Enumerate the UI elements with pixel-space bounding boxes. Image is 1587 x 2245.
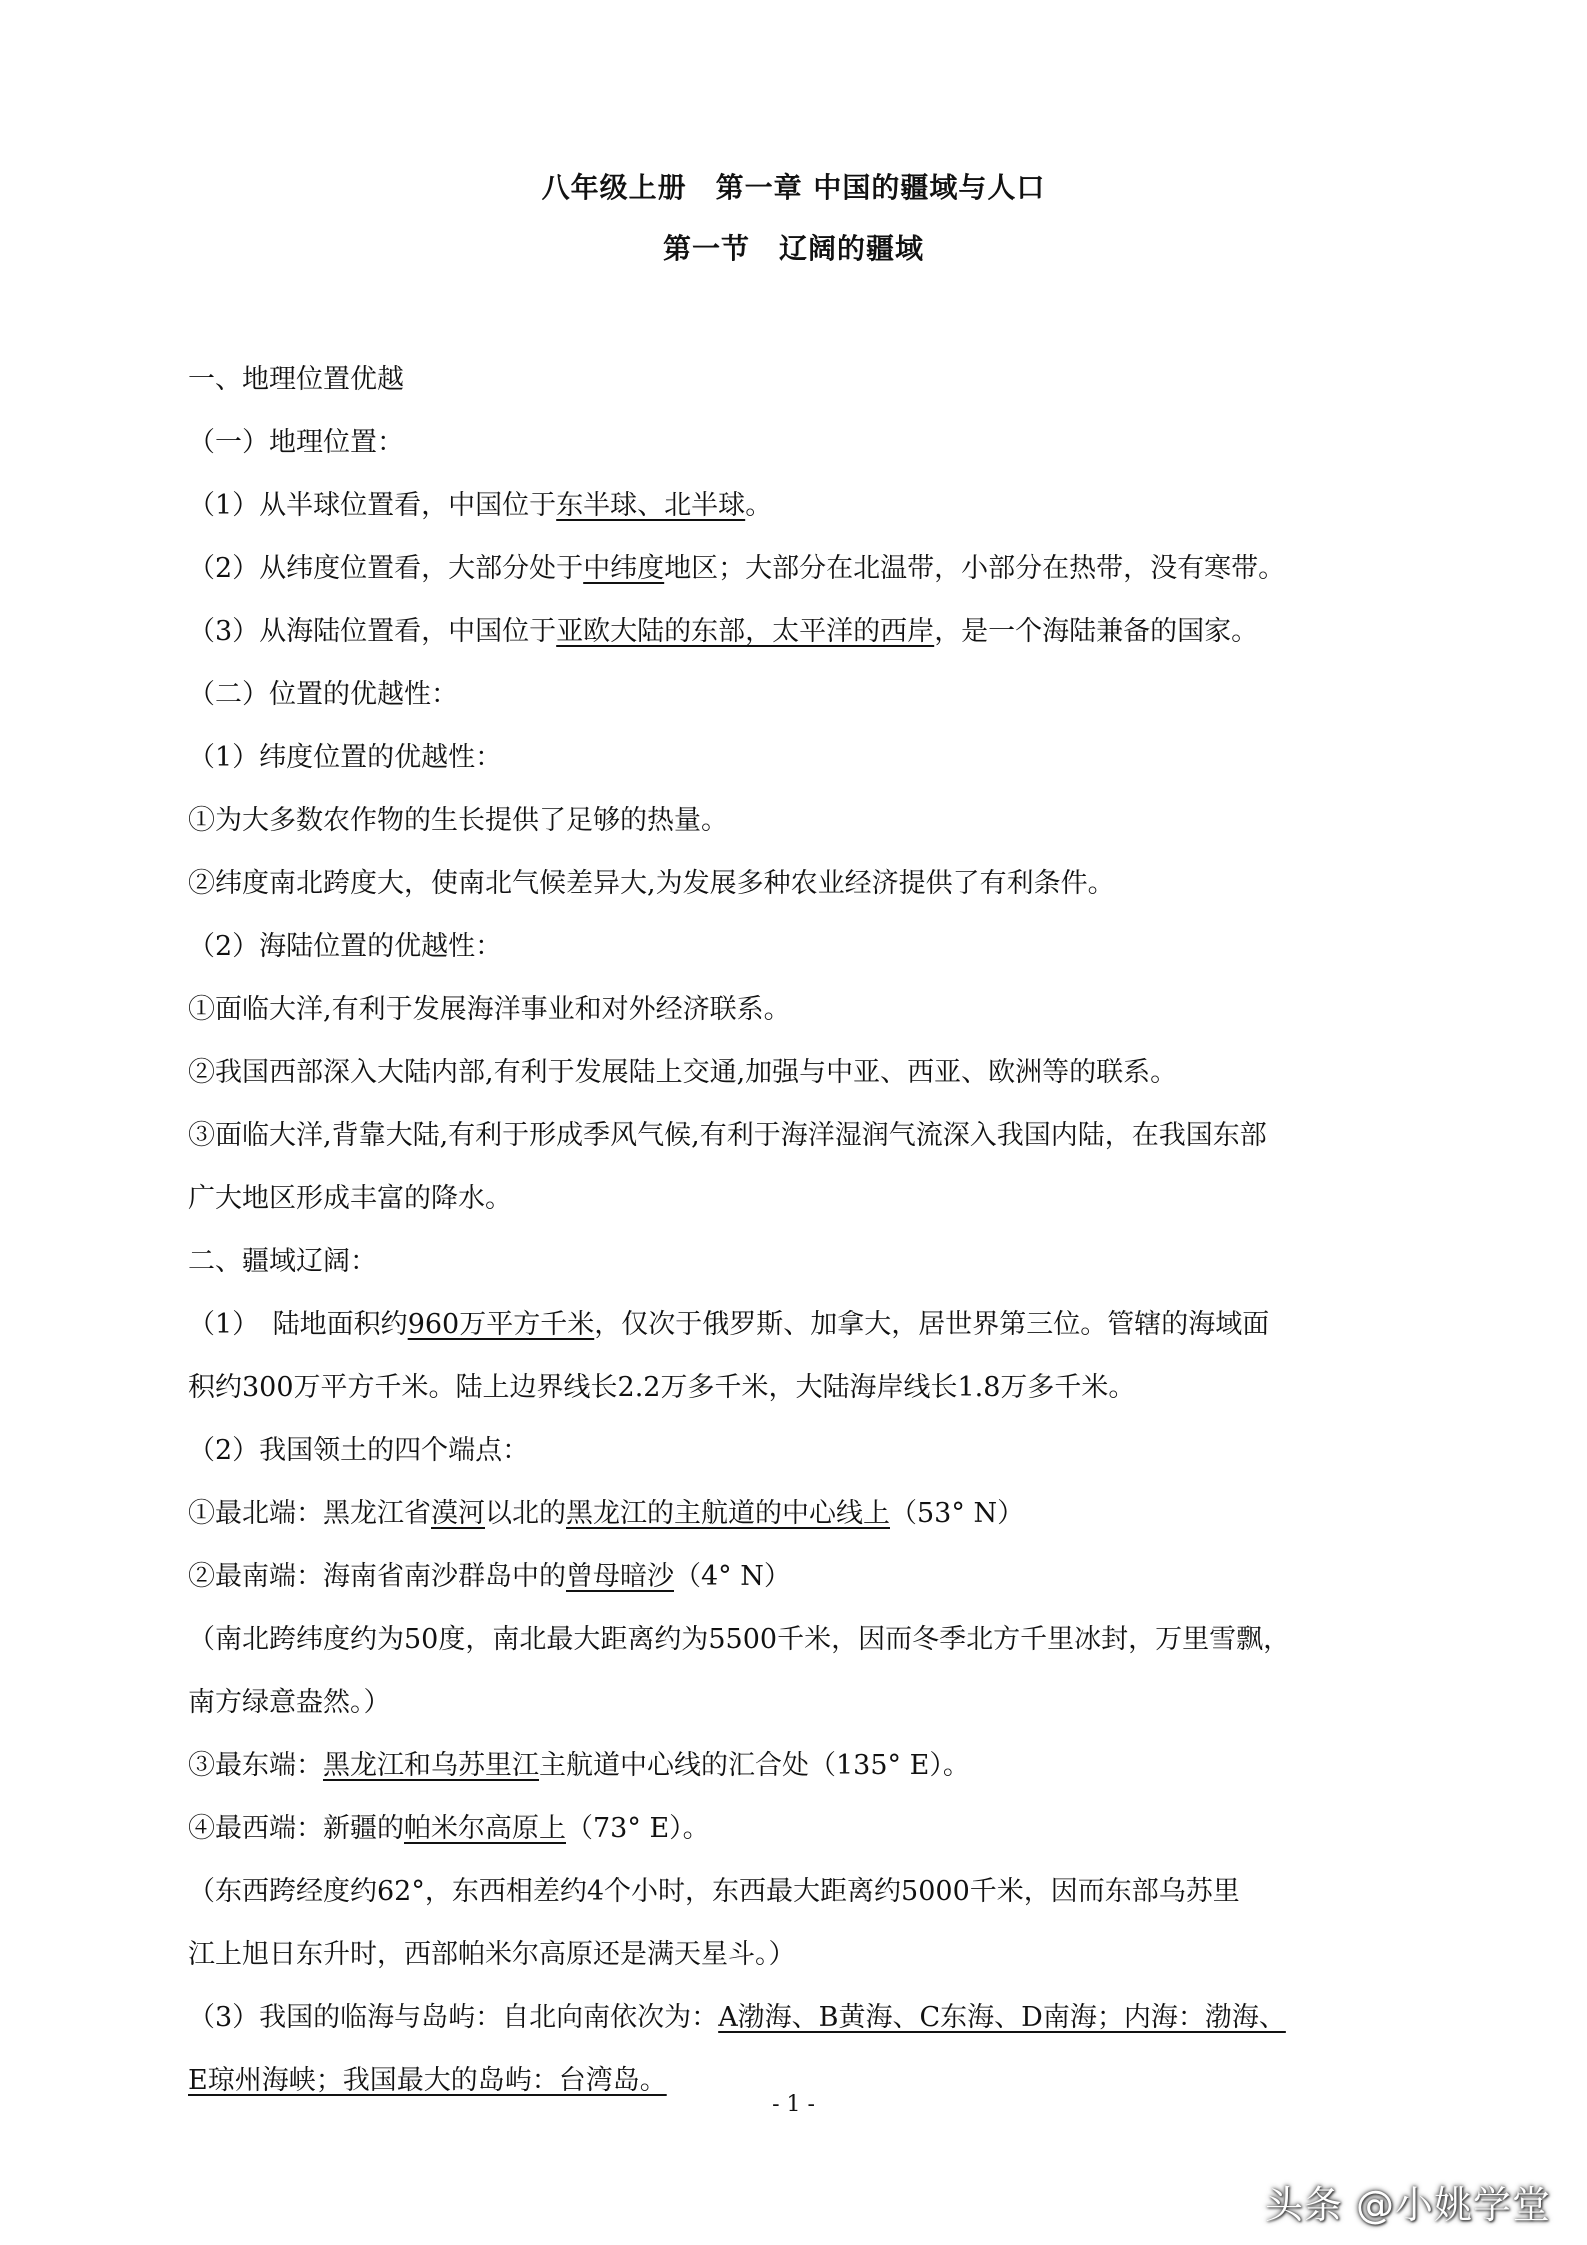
- text-line: [188, 1419, 1478, 1482]
- text-line: [188, 1230, 1478, 1293]
- text-segment: （2）海陆位置的优越性：: [188, 931, 503, 962]
- text-segment: 二、疆域辽阔：: [188, 1246, 377, 1277]
- underlined-answer: 960万平方千米: [407, 1309, 595, 1340]
- text-segment: 。: [745, 490, 773, 521]
- underlined-answer: 帕米尔高原上: [404, 1813, 566, 1844]
- text-segment: ②最南端：海南省南沙群岛中的: [188, 1561, 566, 1592]
- text-line: [188, 537, 1478, 600]
- text-line: [188, 1167, 1478, 1230]
- text-segment: 地区；大部分在北温带，小部分在热带，没有寒带。: [664, 553, 1286, 584]
- text-segment: ③面临大洋,背靠大陆,有利于形成季风气候,有利于海洋湿润气流深入我国内陆，在我国东部: [188, 1120, 1267, 1151]
- text-segment: （73° E）。: [566, 1813, 710, 1844]
- text-segment: ②纬度南北跨度大，使南北气候差异大,为发展多种农业经济提供了有利条件。: [188, 868, 1115, 899]
- text-segment: ，仅次于俄罗斯、加拿大，居世界第三位。管辖的海域面: [594, 1309, 1270, 1340]
- text-segment: （3）我国的临海与岛屿：自北向南依次为：: [188, 2002, 719, 2033]
- text-line: [188, 600, 1478, 663]
- text-line: [188, 1734, 1478, 1797]
- text-line: [188, 1104, 1478, 1167]
- text-line: [188, 1986, 1478, 2049]
- text-segment: （4° N）: [674, 1561, 791, 1592]
- text-line: [188, 1671, 1478, 1734]
- text-line: [188, 411, 1478, 474]
- text-segment: （1） 陆地面积约: [188, 1309, 408, 1340]
- text-segment: （53° N）: [890, 1498, 1025, 1529]
- text-segment: （二）位置的优越性：: [188, 679, 458, 710]
- text-segment: ②我国西部深入大陆内部,有利于发展陆上交通,加强与中亚、西亚、欧洲等的联系。: [188, 1057, 1178, 1088]
- text-segment: （2）从纬度位置看，大部分处于: [188, 553, 584, 584]
- text-segment: （一）地理位置：: [188, 427, 404, 458]
- text-line: [188, 852, 1478, 915]
- text-line: [188, 474, 1478, 537]
- underlined-answer: 曾母暗沙: [566, 1561, 674, 1592]
- text-segment: （3）从海陆位置看，中国位于: [188, 616, 557, 647]
- underlined-answer: 漠河: [431, 1498, 485, 1529]
- underlined-answer: A渤海、B黄海、C东海、D南海；内海：渤海、: [718, 2002, 1286, 2033]
- section-title: 第一节 辽阔的疆域: [662, 232, 924, 265]
- text-segment: （东西跨经度约62°，东西相差约4个小时，东西最大距离约5000千米，因而东部乌苏里: [188, 1876, 1240, 1907]
- underlined-answer: 黑龙江和乌苏里江: [323, 1750, 539, 1781]
- text-line: [188, 663, 1478, 726]
- text-segment: （1）从半球位置看，中国位于: [188, 490, 557, 521]
- text-segment: 江上旭日东升时，西部帕米尔高原还是满天星斗。）: [188, 1939, 796, 1970]
- text-line: [188, 978, 1478, 1041]
- text-segment: （南北跨纬度约为50度，南北最大距离约为5500千米，因而冬季北方千里冰封，万里雪飘，: [188, 1624, 1291, 1655]
- text-segment: ①面临大洋,有利于发展海洋事业和对外经济联系。: [188, 994, 791, 1025]
- text-segment: （2）我国领土的四个端点：: [188, 1435, 530, 1466]
- underlined-answer: 东半球、北半球: [556, 490, 746, 521]
- underlined-answer: 黑龙江的主航道的中心线上: [566, 1498, 890, 1529]
- text-line: [188, 915, 1478, 978]
- text-line: [188, 1860, 1478, 1923]
- watermark: 头条 @小姚学堂: [1264, 2183, 1551, 2227]
- text-line: [188, 789, 1478, 852]
- text-segment: 积约300万平方千米。陆上边界线长2.2万多千米，大陆海岸线长1.8万多千米。: [188, 1372, 1136, 1403]
- text-segment: 以北的: [485, 1498, 566, 1529]
- page-number: - 1 -: [772, 2092, 815, 2117]
- text-segment: 一、地理位置优越: [188, 364, 404, 395]
- text-line: [188, 1356, 1478, 1419]
- text-line: [188, 1041, 1478, 1104]
- text-segment: ③最东端：: [188, 1750, 323, 1781]
- underlined-answer: 亚欧大陆的东部，太平洋的西岸: [556, 616, 935, 647]
- text-segment: 南方绿意盎然。）: [188, 1687, 391, 1718]
- document-body: [188, 348, 1478, 2112]
- underlined-answer: E琼州海峡；我国最大的岛屿：台湾岛。: [188, 2065, 667, 2096]
- text-line: [188, 1923, 1478, 1986]
- text-line: [188, 726, 1478, 789]
- text-segment: （1）纬度位置的优越性：: [188, 742, 503, 773]
- text-segment: 广大地区形成丰富的降水。: [188, 1183, 512, 1214]
- text-line: [188, 1797, 1478, 1860]
- underlined-answer: 中纬度: [583, 553, 665, 584]
- text-line: [188, 348, 1478, 411]
- text-line: [188, 1293, 1478, 1356]
- text-segment: ①最北端：黑龙江省: [188, 1498, 431, 1529]
- text-segment: ，是一个海陆兼备的国家。: [934, 616, 1259, 647]
- document-title: 八年级上册 第一章 中国的疆域与人口: [541, 171, 1046, 204]
- text-segment: 主航道中心线的汇合处（135° E）。: [539, 1750, 970, 1781]
- text-segment: ①为大多数农作物的生长提供了足够的热量。: [188, 805, 728, 836]
- text-segment: ④最西端：新疆的: [188, 1813, 404, 1844]
- text-line: [188, 1608, 1478, 1671]
- text-line: [188, 1482, 1478, 1545]
- text-line: [188, 1545, 1478, 1608]
